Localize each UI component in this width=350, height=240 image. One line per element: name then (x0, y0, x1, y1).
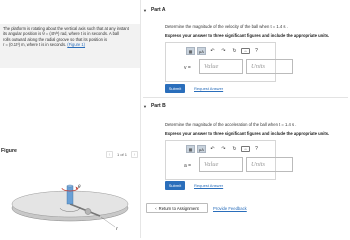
r-equation: r = (0.1t³) m (3, 42, 25, 48)
problem-line-4-suffix: , where t is in seconds. (24, 42, 68, 48)
caret-down-icon: ▼ (143, 103, 147, 109)
chevron-left-icon: ‹ (155, 205, 157, 211)
part-b-answer-box (165, 140, 276, 180)
figure-label: Figure (1, 148, 17, 154)
axis-shaft (67, 186, 73, 204)
reset-icon[interactable]: ↻ (232, 48, 237, 54)
part-a-header[interactable] (143, 7, 166, 13)
problem-statement (0, 24, 140, 68)
undo-icon[interactable]: ↶ (210, 48, 215, 54)
pager-text: 1 of 1 (117, 152, 128, 157)
theta-equation: θ = (4t³/²) rad (42, 31, 67, 37)
figure-pager (106, 151, 138, 158)
a-variable-label: a = (184, 163, 192, 169)
matrix-template-button[interactable]: ▦ (186, 47, 195, 55)
return-label: Return to Assignment (158, 205, 199, 211)
redo-icon[interactable]: ↷ (221, 146, 226, 152)
acceleration-value-input[interactable]: Value (199, 157, 243, 172)
part-a-question: Determine the magnitude of the velocity of the ball when t = 1.4 s . (165, 24, 288, 29)
acceleration-units-input[interactable]: Units (246, 157, 293, 172)
parts-panel (141, 0, 350, 238)
velocity-value-input[interactable]: Value (199, 59, 243, 74)
matrix-template-button[interactable]: ▦ (186, 145, 195, 153)
theta-label: θ (78, 185, 81, 190)
part-b-title: Part B (150, 103, 166, 109)
mu-a-button[interactable]: μA (197, 145, 206, 153)
chevron-left-icon[interactable]: ‹ (106, 151, 113, 158)
help-icon[interactable]: ? (255, 146, 258, 152)
part-b-toolbar (186, 145, 261, 153)
keyboard-icon[interactable]: ▭ (241, 146, 250, 152)
ball (85, 209, 91, 215)
v-variable-label: v = (184, 65, 191, 71)
r-label: r (116, 227, 118, 232)
problem-line-2-prefix: its angular position is (3, 31, 43, 37)
mu-a-button[interactable]: μA (197, 47, 206, 55)
part-b-request-answer-link[interactable]: Request Answer (194, 183, 224, 188)
reset-icon[interactable]: ↻ (232, 146, 237, 152)
part-b-instruction: Express your answer to three significant figures and include the appropriate units. (165, 131, 330, 136)
return-to-assignment-button[interactable] (146, 203, 208, 213)
part-a-answer-box (165, 42, 276, 82)
problem-line-1: The platform is rotating about the vertical axis such that at any instant (3, 26, 129, 31)
provide-feedback-link[interactable]: Provide Feedback (213, 206, 247, 211)
part-a-instruction: Express your answer to three significant figures and include the appropriate units. (165, 33, 330, 38)
figure-link[interactable]: (Figure 1) (67, 42, 86, 48)
section-divider (143, 97, 348, 98)
chevron-right-icon[interactable]: › (131, 151, 138, 158)
part-a-title: Part A (150, 7, 166, 13)
help-icon[interactable]: ? (255, 48, 258, 54)
problem-panel (0, 0, 140, 238)
problem-line-2-suffix: , where t is in seconds. A ball (66, 31, 119, 37)
problem-line-3: rolls outward along the radial groove so that its position is (3, 36, 107, 42)
caret-down-icon: ▼ (143, 7, 147, 13)
velocity-units-input[interactable]: Units (246, 59, 293, 74)
part-a-submit-button[interactable]: Submit (165, 84, 185, 93)
part-a-request-answer-link[interactable]: Request Answer (194, 86, 224, 91)
platform-figure (0, 158, 140, 238)
r-leader (101, 217, 115, 227)
part-a-toolbar (186, 47, 261, 55)
part-b-submit-button[interactable]: Submit (165, 181, 185, 190)
part-b-header[interactable] (143, 103, 166, 109)
redo-icon[interactable]: ↷ (221, 48, 226, 54)
keyboard-icon[interactable]: ▭ (241, 48, 250, 54)
shaft-top (67, 185, 73, 187)
undo-icon[interactable]: ↶ (210, 146, 215, 152)
part-b-question: Determine the magnitude of the acceleration of the ball when t = 1.4 s . (165, 122, 297, 127)
